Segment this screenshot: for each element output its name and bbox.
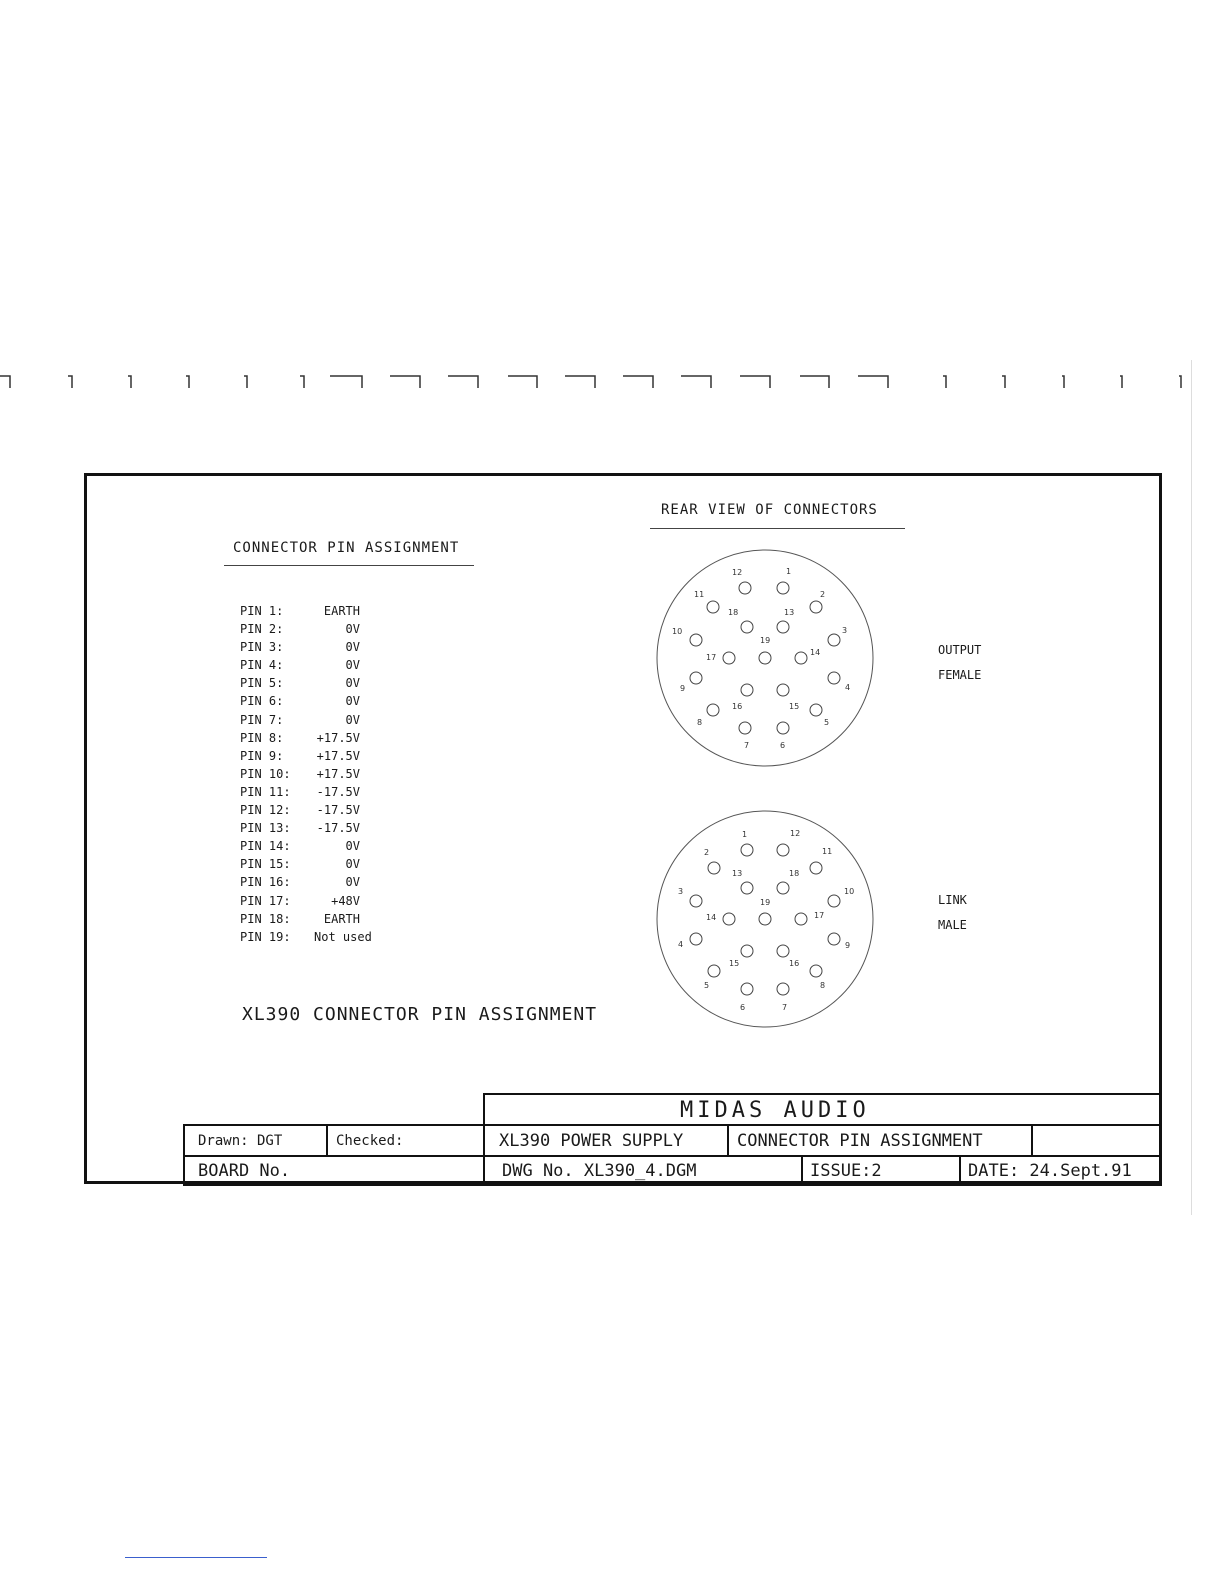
pin-label: PIN 17: (240, 893, 291, 908)
pin-table (240, 602, 374, 946)
svg-text:18: 18 (789, 869, 800, 878)
pin-row (240, 892, 374, 910)
connector-outline (657, 811, 873, 1027)
pin-label: PIN 4: (240, 658, 284, 673)
drawn-by: Drawn: DGT (198, 1133, 283, 1149)
pin-row (240, 837, 374, 855)
pin-value: 0V (345, 839, 360, 854)
svg-text:17: 17 (706, 653, 717, 662)
pin-hole-15 (777, 684, 789, 696)
pin-18 (777, 882, 789, 894)
company-name: MIDAS AUDIO (680, 1098, 870, 1123)
pin-9 (828, 933, 840, 945)
pin-6 (741, 983, 753, 995)
pin-label: PIN 7: (240, 712, 284, 727)
svg-text:11: 11 (822, 847, 833, 856)
pin-label: PIN 9: (240, 748, 284, 763)
svg-text:8: 8 (820, 981, 826, 990)
pin-row (240, 602, 374, 620)
pin-value: Not used (314, 929, 372, 944)
link-male-connector-diagram (650, 806, 880, 1036)
pin-label: PIN 12: (240, 803, 291, 818)
binder-marks (0, 370, 1224, 394)
svg-text:13: 13 (784, 608, 795, 617)
drawing-date: DATE: 24.Sept.91 (968, 1161, 1132, 1181)
page-edge-line (1191, 360, 1192, 1215)
pin-row (240, 855, 374, 873)
pin-1 (741, 844, 753, 856)
svg-text:10: 10 (672, 627, 683, 636)
svg-text:9: 9 (845, 941, 851, 950)
pin-value: 0V (345, 640, 360, 655)
drawing-main-title: XL390 CONNECTOR PIN ASSIGNMENT (242, 1004, 598, 1025)
svg-text:14: 14 (706, 913, 717, 922)
pin-hole-12 (739, 582, 751, 594)
pin-12 (777, 844, 789, 856)
pin-row (240, 729, 374, 747)
pin-hole-19 (759, 652, 771, 664)
pin-label: PIN 14: (240, 839, 291, 854)
pin-19 (759, 913, 771, 925)
pin-value: +17.5V (316, 766, 360, 781)
pin-value: 0V (345, 694, 360, 709)
pin-row (240, 873, 374, 891)
link-connector-label: LINK (938, 893, 967, 907)
pin-row (240, 910, 374, 928)
connector-view-heading: REAR VIEW OF CONNECTORS (661, 502, 878, 518)
issue-cell (801, 1155, 961, 1186)
svg-text:15: 15 (729, 959, 740, 968)
pin-hole-6 (777, 722, 789, 734)
svg-text:7: 7 (782, 1003, 788, 1012)
pin-hole-13 (777, 621, 789, 633)
svg-text:2: 2 (704, 848, 710, 857)
pin-label: PIN 13: (240, 821, 291, 836)
pin-label: PIN 3: (240, 640, 284, 655)
pin-label: PIN 1: (240, 604, 284, 618)
pin-hole-16 (741, 684, 753, 696)
pin-hole-3 (828, 634, 840, 646)
pin-15 (741, 945, 753, 957)
pin-label: PIN 5: (240, 676, 284, 691)
pin-hole-1 (777, 582, 789, 594)
pin-7 (777, 983, 789, 995)
pin-label: PIN 11: (240, 784, 291, 799)
pin-2 (708, 862, 720, 874)
svg-text:10: 10 (844, 887, 855, 896)
pin-value: -17.5V (316, 784, 360, 799)
pin-row (240, 656, 374, 674)
issue-number: ISSUE:2 (810, 1161, 882, 1181)
pin-16 (777, 945, 789, 957)
pin-row (240, 692, 374, 710)
svg-text:14: 14 (810, 648, 821, 657)
sheet-title-cell (727, 1124, 1033, 1157)
pin-row (240, 765, 374, 783)
pin-5 (708, 965, 720, 977)
pin-value: +17.5V (316, 748, 360, 763)
pin-label: PIN 18: (240, 911, 291, 926)
pin-row (240, 819, 374, 837)
pin-row (240, 674, 374, 692)
dwg-no-cell (483, 1155, 803, 1186)
pin-hole-17 (723, 652, 735, 664)
svg-text:17: 17 (814, 911, 825, 920)
pin-row (240, 638, 374, 656)
pin-row (240, 747, 374, 765)
pin-10 (828, 895, 840, 907)
pin-hole-14 (795, 652, 807, 664)
svg-text:9: 9 (680, 684, 686, 693)
svg-text:16: 16 (789, 959, 800, 968)
svg-text:2: 2 (820, 590, 826, 599)
sheet-title: CONNECTOR PIN ASSIGNMENT (737, 1131, 983, 1151)
svg-text:15: 15 (789, 702, 800, 711)
pin-table-heading: CONNECTOR PIN ASSIGNMENT (233, 540, 460, 556)
svg-text:5: 5 (824, 718, 830, 727)
svg-text:13: 13 (732, 869, 743, 878)
pin-value: -17.5V (316, 821, 360, 836)
pin-hole-4 (828, 672, 840, 684)
drawn-cell (183, 1124, 328, 1157)
pin-hole-10 (690, 634, 702, 646)
pin-value: +48V (331, 893, 360, 908)
pin-label: PIN 15: (240, 857, 291, 872)
svg-text:1: 1 (786, 567, 792, 576)
pin-label: PIN 6: (240, 694, 284, 709)
pin-value: +17.5V (316, 730, 360, 745)
pin-row (240, 620, 374, 638)
svg-text:7: 7 (744, 741, 750, 750)
pin-hole-9 (690, 672, 702, 684)
pin-hole-11 (707, 601, 719, 613)
connector-view-heading-underline (650, 528, 905, 529)
pin-value: -17.5V (316, 803, 360, 818)
pin-label: PIN 8: (240, 730, 284, 745)
drawing-number: DWG No. XL390_4.DGM (502, 1161, 697, 1181)
pin-value: 0V (345, 712, 360, 727)
svg-text:5: 5 (704, 981, 710, 990)
project-name: XL390 POWER SUPPLY (499, 1131, 684, 1151)
checked-cell (326, 1124, 485, 1157)
pin-3 (690, 895, 702, 907)
date-cell (959, 1155, 1162, 1186)
output-connector-label: OUTPUT (938, 643, 982, 657)
svg-text:6: 6 (780, 741, 786, 750)
svg-text:12: 12 (732, 568, 743, 577)
checked-by: Checked: (336, 1133, 404, 1149)
pin-value: 0V (345, 658, 360, 673)
board-no-cell (183, 1155, 485, 1186)
svg-text:16: 16 (732, 702, 743, 711)
pin-label: PIN 19: (240, 929, 291, 944)
output-female-connector-diagram (650, 545, 880, 775)
pin-8 (810, 965, 822, 977)
svg-text:4: 4 (678, 940, 684, 949)
pin-hole-2 (810, 601, 822, 613)
svg-text:19: 19 (760, 636, 771, 645)
pin-row (240, 783, 374, 801)
svg-text:6: 6 (740, 1003, 746, 1012)
pin-hole-8 (707, 704, 719, 716)
title-block-company-cell (483, 1093, 1162, 1126)
link-connector-gender: MALE (938, 918, 967, 932)
connector-outline (657, 550, 873, 766)
project-cell (483, 1124, 729, 1157)
pin-13 (741, 882, 753, 894)
svg-text:18: 18 (728, 608, 739, 617)
pin-hole-18 (741, 621, 753, 633)
output-connector-gender: FEMALE (938, 668, 982, 682)
svg-text:1: 1 (742, 830, 748, 839)
pin-row (240, 801, 374, 819)
pin-value: EARTH (323, 604, 360, 618)
pin-row (240, 711, 374, 729)
pin-table-heading-underline (224, 565, 474, 566)
blank-cell (1031, 1124, 1162, 1157)
pin-4 (690, 933, 702, 945)
pin-value: EARTH (323, 911, 360, 926)
pin-hole-5 (810, 704, 822, 716)
pin-value: 0V (345, 676, 360, 691)
svg-text:8: 8 (697, 718, 703, 727)
svg-text:11: 11 (694, 590, 705, 599)
svg-text:3: 3 (678, 887, 684, 896)
pin-label: PIN 2: (240, 622, 284, 637)
svg-text:19: 19 (760, 898, 771, 907)
pin-value: 0V (345, 857, 360, 872)
board-number: BOARD No. (198, 1161, 291, 1181)
footer-rule (125, 1557, 267, 1558)
pin-14 (723, 913, 735, 925)
svg-text:3: 3 (842, 626, 848, 635)
pin-hole-7 (739, 722, 751, 734)
pin-11 (810, 862, 822, 874)
svg-text:4: 4 (845, 683, 851, 692)
pin-label: PIN 10: (240, 766, 291, 781)
svg-text:12: 12 (790, 829, 801, 838)
pin-row (240, 928, 374, 946)
pin-value: 0V (345, 622, 360, 637)
pin-value: 0V (345, 875, 360, 890)
pin-17 (795, 913, 807, 925)
pin-label: PIN 16: (240, 875, 291, 890)
